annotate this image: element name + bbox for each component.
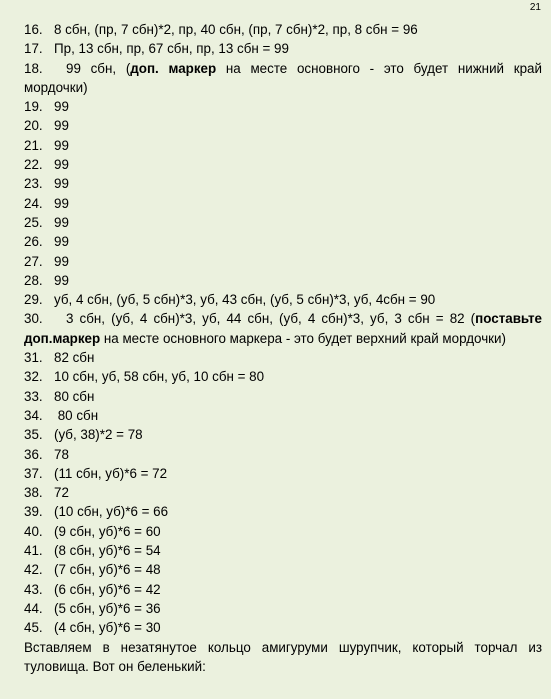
row-number: 31.	[24, 350, 43, 366]
row-text-continued: на месте основного маркера - это будет верхний край мордочки)	[100, 330, 506, 346]
pattern-row-42	[24, 560, 542, 579]
row-number: 27.	[24, 253, 43, 269]
row-number: 42.	[24, 562, 43, 578]
row-text: 8 сбн, (пр, 7 сбн)*2, пр, 40 сбн, (пр, 7 сбн)*2, пр, 8 сбн = 96	[54, 22, 418, 37]
row-number: 22.	[24, 157, 43, 173]
pattern-row-25	[24, 213, 542, 232]
row-number: 16.	[24, 22, 43, 37]
row-text: (8 сбн, уб)*6 = 54	[54, 543, 161, 559]
row-number: 20.	[24, 118, 43, 134]
pattern-row-23	[24, 174, 542, 193]
pattern-row-18	[24, 59, 542, 98]
row-number: 18.	[24, 60, 43, 76]
row-number: 30.	[24, 311, 43, 327]
pattern-row-16	[24, 20, 542, 39]
row-number: 44.	[24, 600, 43, 616]
row-text: 99 сбн, (	[66, 60, 131, 76]
pattern-row-19	[24, 97, 542, 116]
pattern-row-34	[24, 406, 542, 425]
row-text: 72	[54, 485, 69, 501]
pattern-row-36	[24, 445, 542, 464]
row-text: 99	[54, 214, 69, 230]
row-number: 41.	[24, 543, 43, 559]
pattern-row-43	[24, 580, 542, 599]
row-text-continued: на месте основного - это будет нижний край мордочки)	[24, 60, 542, 95]
pattern-row-40	[24, 522, 542, 541]
pattern-row-24	[24, 194, 542, 213]
row-text: (5 сбн, уб)*6 = 36	[54, 600, 161, 616]
row-text: уб, 4 сбн, (уб, 5 сбн)*3, уб, 43 сбн, (уб, 5 сбн)*3, уб, 4сбн = 90	[54, 292, 436, 308]
row-text: 3 сбн, (уб, 4 сбн)*3, уб, 44 сбн, (уб, 4 сбн)*3, уб, 3 сбн = 82 (	[66, 311, 476, 327]
pattern-row-33	[24, 387, 542, 406]
row-number: 35.	[24, 427, 43, 443]
row-text: (6 сбн, уб)*6 = 42	[54, 581, 161, 597]
row-text: (11 сбн, уб)*6 = 72	[54, 465, 168, 481]
row-text-bold: доп. маркер	[130, 60, 217, 76]
pattern-row-31	[24, 348, 542, 367]
row-text: 99	[54, 195, 69, 211]
row-number: 34.	[24, 407, 43, 423]
row-number: 21.	[24, 137, 43, 153]
row-text: 99	[54, 137, 69, 153]
row-text: 99	[54, 99, 69, 115]
row-text: Пр, 13 сбн, пр, 67 сбн, пр, 13 сбн = 99	[54, 41, 289, 57]
row-number: 33.	[24, 388, 43, 404]
row-text: (9 сбн, уб)*6 = 60	[54, 523, 161, 539]
row-text: 78	[54, 446, 69, 462]
pattern-row-32	[24, 367, 542, 386]
row-number: 29.	[24, 292, 43, 308]
row-number: 26.	[24, 234, 43, 250]
row-number: 28.	[24, 272, 43, 288]
row-text: (7 сбн, уб)*6 = 48	[54, 562, 161, 578]
pattern-row-22	[24, 155, 542, 174]
pattern-row-41	[24, 541, 542, 560]
pattern-text	[24, 20, 542, 676]
row-text-bold: поставьте доп.маркер	[24, 311, 542, 346]
pattern-row-45	[24, 618, 542, 637]
pattern-row-39	[24, 502, 542, 521]
row-text: (4 сбн, уб)*6 = 30	[54, 620, 161, 636]
pattern-row-17	[24, 39, 542, 58]
row-text: 99	[54, 176, 69, 192]
row-number: 32.	[24, 369, 43, 385]
row-text: 99	[54, 253, 69, 269]
page-number: 21	[529, 2, 541, 13]
row-number: 19.	[24, 99, 43, 115]
row-number: 40.	[24, 523, 43, 539]
row-text: 82 сбн	[54, 350, 95, 366]
row-number: 36.	[24, 446, 43, 462]
pattern-row-38	[24, 483, 542, 502]
row-text: 99	[54, 272, 69, 288]
row-number: 24.	[24, 195, 43, 211]
row-number: 17.	[24, 41, 43, 57]
row-number: 43.	[24, 581, 43, 597]
row-number: 23.	[24, 176, 43, 192]
row-number: 25.	[24, 214, 43, 230]
row-text: 99	[54, 157, 69, 173]
row-text: 99	[54, 234, 69, 250]
row-text: (10 сбн, уб)*6 = 66	[54, 504, 169, 520]
pattern-row-20	[24, 116, 542, 135]
pattern-row-28	[24, 271, 542, 290]
pattern-row-44	[24, 599, 542, 618]
row-text: 80 сбн	[54, 388, 95, 404]
row-text: 99	[54, 118, 69, 134]
row-text: 10 сбн, уб, 58 сбн, уб, 10 сбн = 80	[54, 369, 265, 385]
row-number: 37.	[24, 465, 43, 481]
pattern-row-21	[24, 136, 542, 155]
pattern-row-37	[24, 464, 542, 483]
pattern-row-29	[24, 290, 542, 309]
pattern-row-35	[24, 425, 542, 444]
row-number: 45.	[24, 620, 43, 636]
pattern-row-27	[24, 252, 542, 271]
row-text: (уб, 38)*2 = 78	[54, 427, 143, 443]
row-text: 80 сбн	[54, 407, 99, 423]
row-number: 38.	[24, 485, 43, 501]
row-number: 39.	[24, 504, 43, 520]
closing-paragraph: Вставляем в незатянутое кольцо амигуруми шурупчик, который торчал из туловища. Вот он беленький:	[24, 639, 542, 674]
pattern-row-26	[24, 232, 542, 251]
pattern-row-30	[24, 309, 542, 348]
